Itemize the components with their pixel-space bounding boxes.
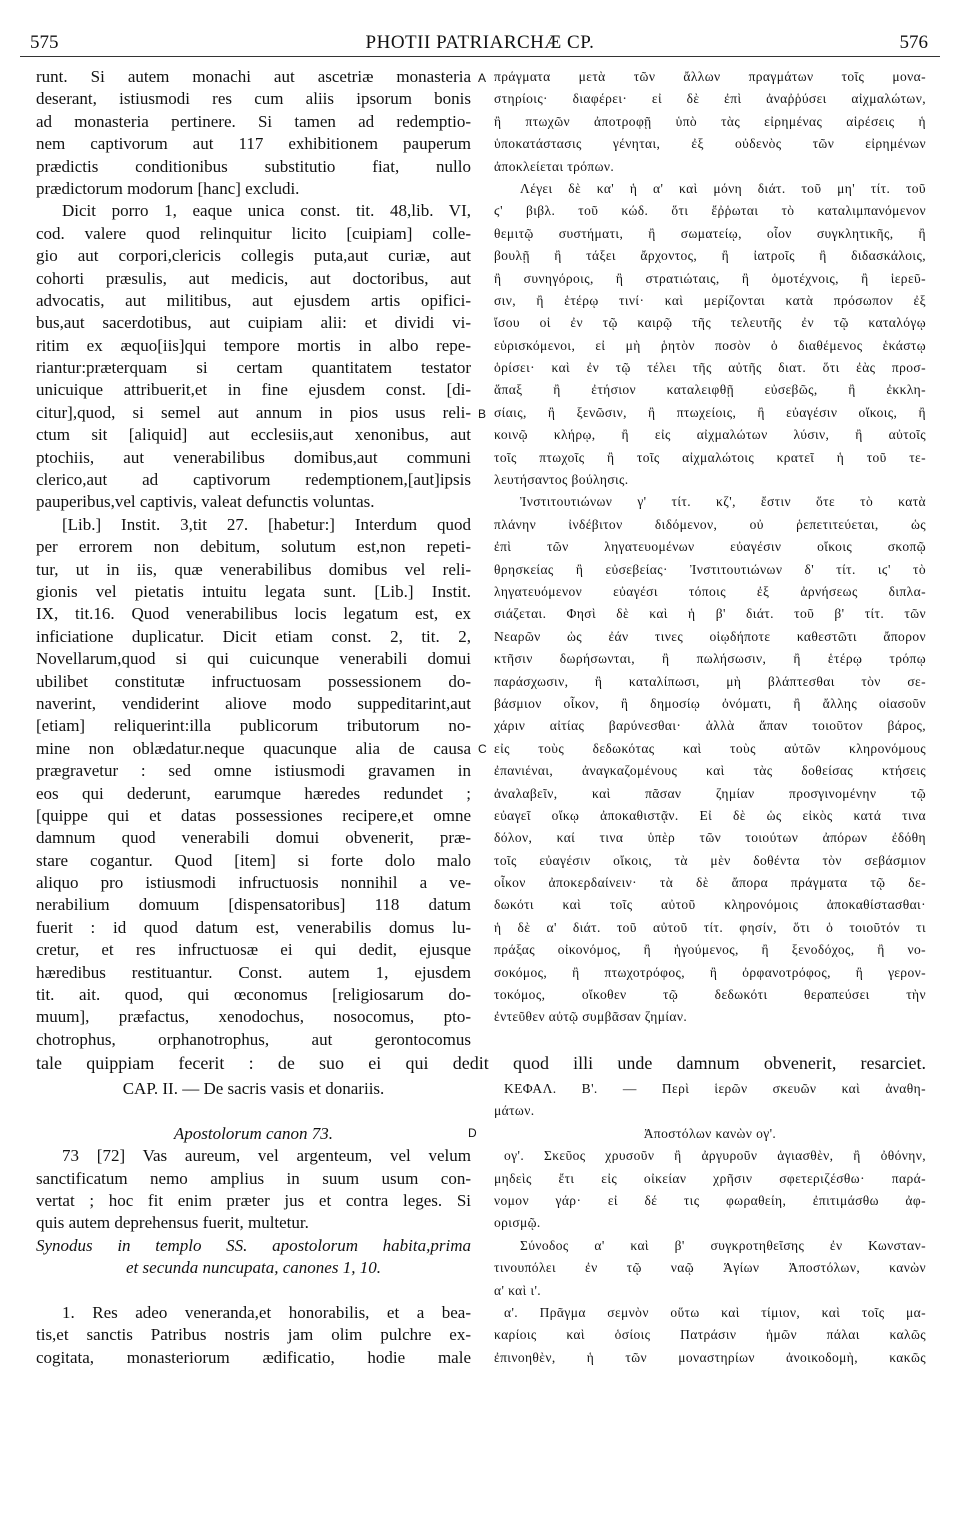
greek-line: βουλῇ ἢ τάξει ἄρχοντος, ἢ ἰατροῖς ἢ διδασκάλοις, xyxy=(494,248,926,264)
greek-line: καρίοις καὶ ὁσίοις Πατράσιν ἡμῶν πάλαι καλῶς xyxy=(494,1327,926,1343)
full-width-text: tale quippiam fecerit : de suo ei qui dedit quod illi unde damnum obvenerit, resarciet. xyxy=(36,1053,926,1073)
latin-line: sanctificatum nemo amplius in suum usum con- xyxy=(36,1168,471,1188)
greek-line: τοῖς πτωχοῖς ἢ τοῖς αἰχμαλώτοις κρατεῖ ἡ τοῦ τε- xyxy=(494,449,926,465)
greek-line: εὑρισκόμενοι, εἰ μὴ ῥητὸν ποσὸν ὁ διαθέμενος ἑκάστῳ xyxy=(494,337,926,353)
greek-line: ογ'. Σκεῦος χρυσοῦν ἢ ἀργυροῦν ἁγιασθὲν, ἢ ὀθόνην, xyxy=(504,1148,926,1164)
spacer xyxy=(36,1280,471,1302)
greek-line: ἀναλαβεῖν, καὶ πᾶσαν ζημίαν προσγινομένην τῷ xyxy=(494,785,926,801)
greek-line: λευτήσαντος βούλησις. xyxy=(494,472,629,488)
latin-line: unicuique attribuerit,et in fine ejusdem const. [di- xyxy=(36,380,471,400)
greek-line: ἢ πτωχῶν ἀποτροφῇ ὑπὸ τὰς εἰρημένας αἱρέσεις ἡ xyxy=(494,113,926,129)
latin-line: [etiam] reliquerint:illa publicorum tributorum no- xyxy=(36,716,471,736)
latin-line: ptochiis, aut venerabilibus domibus,aut communi xyxy=(36,447,471,467)
latin-line: deserant, istiusmodi res cum aliis ipsorum bonis xyxy=(36,89,471,109)
greek-line: θρησκείας ἢ εὐσεβείας· Ἰνστιτουτιώνων δ' τίτ. ιϛ' τὸ xyxy=(494,561,926,577)
latin-line: 1. Res adeo veneranda,et honorabilis, et a bea- xyxy=(62,1302,471,1322)
latin-line: [quippe qui et datas possessiones recipere,et omne xyxy=(36,805,471,825)
page-number-left: 575 xyxy=(30,32,59,53)
latin-line: tur, ut in iis, quæ venerabilibus domibus vel reli- xyxy=(36,559,471,579)
greek-line: θεμιτῷ συστήματι, ἢ σωματείῳ, οἷον συγκλητικῆς, ἢ xyxy=(494,225,926,241)
latin-line: mine non oblædatur.neque quacunque alia de causa xyxy=(36,738,471,758)
latin-line: nerabilium domuum [dispensatoribus] 118 datum xyxy=(36,895,471,915)
greek-line: σοκόμος, ἢ πτωχοτρόφος, ἢ ὀρφανοτρόφος, ἢ γερον- xyxy=(494,964,926,980)
latin-column xyxy=(36,66,471,1051)
latin-line: prædictis conditionibus substitutio fiat, nullo xyxy=(36,156,471,176)
greek-column xyxy=(494,66,926,1029)
latin-line: aliquo pro istiusmodi infructuosis nonnihil a ve- xyxy=(36,873,471,893)
greek-line: ὑποκατάστασις γένηται, ἐξ οὐδενὸς τῶν εἰρημένων xyxy=(494,136,926,152)
latin-line: Dicit porro 1, eaque unica const. tit. 48,lib. VI, xyxy=(62,201,471,221)
latin-line: IX, tit.16. Quod venerabilibus locis legatum est, ex xyxy=(36,604,471,624)
greek-line: νομον γάρ· εἰ δέ τις φωραθείη, ἐπιτιμάσθω ἀφ- xyxy=(494,1192,926,1208)
greek-line: ϛ' βιβλ. τοῦ κώδ. ὅτι ἔῤῥωται τὸ καταλιμπανόμενον xyxy=(494,203,926,219)
greek-line: τοκόμος, οἴκοθεν τῷ δεδωκότι θεραπεύσει τὴν xyxy=(494,987,926,1003)
synod-heading-greek: τινουπόλει ἐν τῷ ναῷ Ἁγίων Ἀποστόλων, κανὼν xyxy=(494,1260,926,1276)
latin-line: ctum sit [aliquid] aut ecclesiis,aut xenonibus, aut xyxy=(36,425,471,445)
greek-line: κοινῷ κλήρῳ, ἢ εἰς αἰχμαλώτων λύσιν, ἢ αὐτοῖς xyxy=(494,427,926,443)
latin-line: citur],quod, si semel aut annum in pios usus reli- xyxy=(36,402,471,422)
section-marker-c: C xyxy=(478,742,487,756)
greek-line: Νεαρῶν ὡς ἐάν τινες οἱῳδήποτε καθεστῶτι ἄπορον xyxy=(494,628,926,644)
latin-column-bottom xyxy=(36,1078,471,1369)
latin-line: prægravetur : sed omne istiusmodi gravamen in xyxy=(36,761,471,781)
latin-line: ubilibet constitutæ infructuosam possessionem do- xyxy=(36,671,471,691)
latin-line: fuerit : id quod datum est, venerabilis domus lu- xyxy=(36,917,471,937)
section-marker-b: B xyxy=(478,407,487,421)
page-number-right: 576 xyxy=(899,32,928,53)
latin-line: ad monasteria pertinere. Si tamen ad redemptio- xyxy=(36,111,471,131)
greek-line: σιν, ἢ ἑτέρῳ τινί· καὶ μερίζονται κατὰ πρόσωπον ἐξ xyxy=(494,292,926,308)
chapter-heading-latin: CAP. II. — De sacris vasis et donariis. xyxy=(122,1079,385,1098)
latin-line: cod. valere quod relinquitur licito [cuipiam] colle- xyxy=(36,223,471,243)
running-title: PHOTII PATRIARCHÆ CP. xyxy=(365,32,595,53)
greek-line: εὐαγεῖ οἴκῳ ἀποκαθιστᾷν. Εἰ δὲ ὡς εἰκὸς κατά τινα xyxy=(494,807,926,823)
section-marker-a: A xyxy=(478,71,487,85)
greek-line: ληγατευόμενον εὐαγέσι τόποις ἐξ ἀρνήσεως διπλα- xyxy=(494,583,926,599)
greek-line: ορισμῷ. xyxy=(494,1215,541,1231)
latin-line: tit. ait. quod, qui œconomus [religiosarum do- xyxy=(36,985,471,1005)
latin-line: [Lib.] Instit. 3,tit 27. [habetur:] Interdum quod xyxy=(62,514,471,534)
greek-line: ἐπὶ τῶν ληγατευομένων εὐαγέσιν οἴκοις σκοπῷ xyxy=(494,539,926,555)
latin-line: riantur:præterquam si certam quantitatem testator xyxy=(36,358,471,378)
greek-line: μάτων. xyxy=(494,1103,535,1119)
canon-heading-greek: Ἀποστόλων κανὼν ογ'. xyxy=(643,1125,777,1141)
section-marker-d: D xyxy=(468,1126,477,1140)
latin-line: 73 [72] Vas aureum, vel argenteum, vel velum xyxy=(62,1146,471,1166)
latin-line: clerico,aut ad captivorum redemptionem,[aut]ipsis xyxy=(36,470,471,490)
synod-heading-greek: Σύνοδος α' καὶ β' συγκροτηθεῖσης ἐν Κωνσταν- xyxy=(520,1237,926,1253)
latin-line: bus,aut sacerdotibus, aut cuipiam alii: et dividi vi- xyxy=(36,313,471,333)
synod-heading-latin: Synodus in templo SS. apostolorum habita,prima xyxy=(36,1235,471,1255)
latin-line: runt. Si autem monachi aut ascetriæ monasteria xyxy=(36,67,471,86)
greek-line: ἡ δὲ α' διάτ. τοῦ αὐτοῦ τίτ. φησίν, ὅτι ὁ τοιοῦτόν τι xyxy=(494,919,926,935)
latin-line: muum], præfactus, xenodochus, nosocomus, pto- xyxy=(36,1007,471,1027)
latin-line: nem captivorum aut 117 exhibitionem pauperum xyxy=(36,134,471,154)
greek-line: πράγματα μετὰ τῶν ἄλλων πραγμάτων τοῖς μονα- xyxy=(494,69,926,84)
greek-line: δόλον, καί τινα ὑπὲρ τῶν τοιούτων ἀπόρων ἐδόθη xyxy=(494,830,926,846)
greek-line: πλάνην ἰνδέβιτον διδόμενον, οὐ ῥεπετιτεύεται, ὡς xyxy=(494,516,926,532)
latin-line: eos qui dederunt, earumque hæredes redundet ; xyxy=(36,783,471,803)
greek-line: ἢ συνηγόροις, ἢ στρατιώταις, ἢ ὁμοτέχνοις, ἢ ἱερεῦ- xyxy=(494,270,926,286)
latin-line: quis autem deprehensus fuerit, multetur. xyxy=(36,1213,309,1233)
latin-line: tis,et sanctis Patribus nostris jam olim pulchre ex- xyxy=(36,1325,471,1345)
latin-line: per errorem non debitum, solutum est,non repeti- xyxy=(36,537,471,557)
latin-line: inficiatione duplicatur. Dicit etiam const. 2, tit. 2, xyxy=(36,626,471,646)
latin-line: naverint, vendiderint aliove modo suppeditarint,aut xyxy=(36,693,471,713)
greek-line: ὁρίσει· καὶ ἐν τῷ τέλει τῆς αὐτῆς διατ. ὅτι ἐὰς προσ- xyxy=(494,360,926,376)
greek-line: στηρίοις· διαφέρει· εἰ δὲ ἐπὶ ἀναῤῥύσει αἰχμαλώτων, xyxy=(494,91,926,107)
greek-line: σιάζεται. Φησὶ δὲ καὶ ἡ β' διάτ. τοῦ β' τίτ. τῶν xyxy=(494,606,926,622)
greek-line: πράξας οἰκονόμος, ἢ ἡγούμενος, ἢ ξενοδόχος, ἢ νο- xyxy=(494,942,926,958)
header-rule xyxy=(20,56,940,57)
greek-line: εἰς τοὺς δεδωκότας καὶ τοὺς αὐτῶν κληρονόμους xyxy=(494,740,926,756)
greek-line: α'. Πρᾶγμα σεμνὸν οὕτω καὶ τίμιον, καὶ τοῖς μα- xyxy=(504,1304,926,1320)
synod-heading-greek: α' καὶ ι'. xyxy=(494,1282,542,1298)
chapter-heading-greek: ΚΕΦΑΛ. Β'. — Περὶ ἱερῶν σκευῶν καὶ ἀναθη- xyxy=(504,1081,926,1096)
greek-line: παράσχωσιν, ἢ καταλίπωσι, μὴ βλάπτεσθαι τὸν σε- xyxy=(494,673,926,689)
greek-line: κτῆσιν δωρήσωνται, ἢ πωλήσωσιν, ἢ ἑτέρῳ τρόπῳ xyxy=(494,651,926,667)
latin-line: hæredibus restituantur. Const. autem 1, ejusdem xyxy=(36,962,471,982)
latin-line: cohorti præsulis, aut medicis, aut doctoribus, aut xyxy=(36,268,471,288)
latin-line: chotrophus, orphanotrophus, aut gerontocomus xyxy=(36,1029,471,1049)
greek-line: Λέγει δὲ κα' ἡ α' καὶ μόνη διάτ. τοῦ μη' τίτ. τοῦ xyxy=(520,180,926,196)
greek-line: μηδεὶς ἔτι εἰς οἰκείαν χρῆσιν σφετεριζέσθω· παρά- xyxy=(494,1170,926,1186)
spacer xyxy=(36,1100,471,1122)
latin-line: gionis vel pietatis intuitu legata sunt. [Lib.] Instit. xyxy=(36,581,471,601)
greek-line: ἅπαξ ἢ ἐτήσιον καταλειφθῇ εὐσεβῶς, ἢ ἐκκλη- xyxy=(494,382,926,398)
full-width-line xyxy=(36,1052,926,1074)
greek-line: ἀποκλείεται τρόπων. xyxy=(494,158,615,174)
greek-line: Ἰνστιτουτιώνων γ' τίτ. κζ', ἔστιν ὅτε τὸ κατὰ xyxy=(520,494,926,510)
greek-line: δωκότι καὶ τοῖς αὐτοῦ κληρονόμοις ἀποκαθίστασθαι· xyxy=(494,897,926,913)
greek-line: οἶκον ἀποκερδαίνειν· τὰ δὲ ἄπορα πράγματα τῷ δε- xyxy=(494,875,926,891)
page-header xyxy=(20,16,940,52)
latin-line: damnum quod venerabili domui obvenerit, præ- xyxy=(36,828,471,848)
latin-line: cretur, et res infructuosæ ei qui dedit, ejusque xyxy=(36,940,471,960)
greek-line: ἐπανιέναι, ἀναγκαζομένους καὶ τὰς δοθείσας κτήσεις xyxy=(494,763,926,779)
latin-line: advocatis, aut militibus, aut ejusdem artis opifici- xyxy=(36,290,471,310)
latin-line: gio aut corpori,clericis collegis puta,aut curiæ, aut xyxy=(36,246,471,266)
greek-line: χάριν αἰτίας βαρύνεσθαι· ἀλλὰ ἅπαν τοιοῦτον βάρος, xyxy=(494,718,926,734)
greek-line: βάσμιον οἶκον, ἢ δημοσίῳ ὀνόματι, ἢ ἄλλης οἱασοῦν xyxy=(494,695,926,711)
latin-line: ritim ex æquo[iis]qui tempore mortis in albo repe- xyxy=(36,335,471,355)
canon-heading-latin: Apostolorum canon 73. xyxy=(173,1123,334,1143)
greek-line: σίαις, ἢ ξενῶσιν, ἢ πτωχείοις, ἢ εὐαγέσιν οἴκοις, ἢ xyxy=(494,404,926,420)
latin-line: stare cogantur. Quod [item] si forte dolo malo xyxy=(36,850,471,870)
greek-line: ἐντεῦθεν αὐτῷ συμβᾶσαν ζημίαν. xyxy=(494,1009,688,1025)
latin-line: prædictorum modorum [hanc] excludi. xyxy=(36,178,300,198)
latin-line: vertat ; hoc fit enim præter jus et contra leges. Si xyxy=(36,1190,471,1210)
greek-line: τοῖς εὐαγέσιν οἴκοις, τὰ μὲν δοθέντα τὸν σεβάσμιον xyxy=(494,852,926,868)
greek-line: ἴσου οἱ ἐν τῷ καιρῷ τῆς τελευτῆς ἐν τῷ καταλόγῳ xyxy=(494,315,926,331)
greek-column-bottom xyxy=(494,1078,926,1369)
latin-line: pauperibus,vel captivis, valeat defunctis voluntas. xyxy=(36,492,375,512)
greek-line: ἐπινοηθὲν, ἡ τῶν μοναστηρίων ἀνοικοδομὴ, κακῶς xyxy=(494,1349,926,1365)
latin-line: cogitata, monasteriorum ædificatio, hodie male xyxy=(36,1347,471,1367)
synod-heading-latin: et secunda nuncupata, canones 1, 10. xyxy=(126,1258,381,1278)
latin-line: Novellarum,quod si qui cuicunque venerabili domui xyxy=(36,649,471,669)
